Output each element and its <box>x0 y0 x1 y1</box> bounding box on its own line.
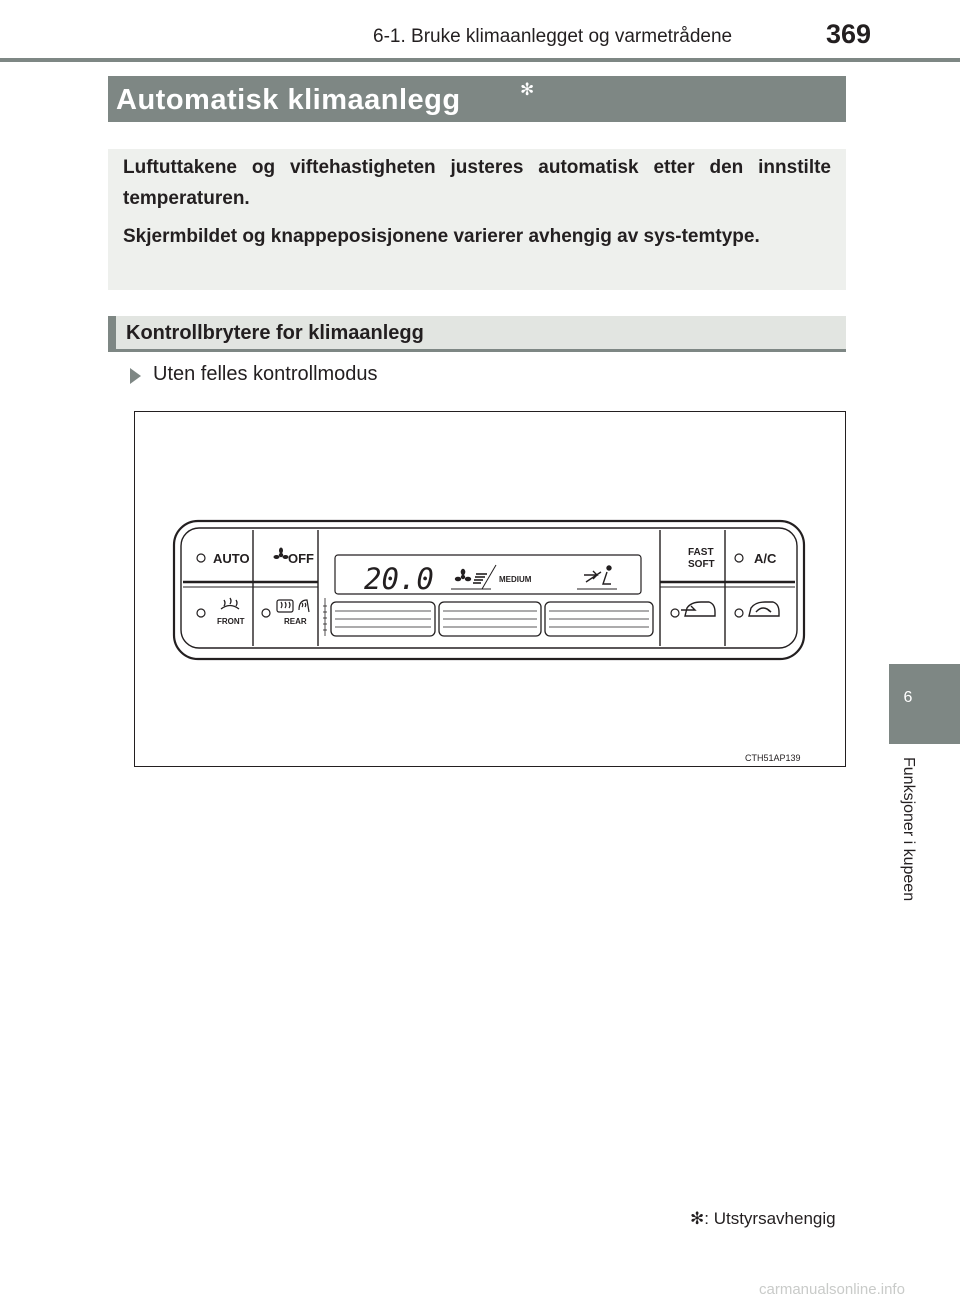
intro-paragraph-2: Skjermbildet og knappeposisjonene varierer avhengig av sys-temtype. <box>123 226 760 247</box>
auto-button-label: AUTO <box>213 551 250 566</box>
running-header-title: 6-1. Bruke klimaanlegget og varmetrådene <box>373 26 733 47</box>
footnote: ✻: Utstyrsavhengig <box>690 1209 836 1228</box>
chapter-tab-label: Funksjoner i kupeen <box>900 757 917 902</box>
watermark: carmanualsonline.info <box>759 1281 905 1298</box>
soft-button-label: SOFT <box>688 559 715 570</box>
equipment-star-icon: ✻ <box>520 80 535 99</box>
intro-paragraph-1: Luftuttakene og viftehastigheten justeres automatisk etter den innstilte temperaturen. <box>123 157 831 209</box>
chapter-tab-number: 6 <box>903 689 913 706</box>
ac-button-label: A/C <box>754 551 777 566</box>
fast-button-label: FAST <box>688 547 714 558</box>
display-temperature: 20.0 <box>364 562 434 596</box>
section-title: Automatisk klimaanlegg <box>116 84 461 116</box>
subsection-accent <box>108 316 116 352</box>
bullet-arrow-icon <box>130 368 141 384</box>
off-button-label: OFF <box>288 551 314 566</box>
bullet-text: Uten felles kontrollmodus <box>153 363 378 385</box>
front-button-label: FRONT <box>217 617 245 626</box>
page-number: 369 <box>826 19 872 49</box>
figure-frame <box>134 411 846 767</box>
figure-code: CTH51AP139 <box>745 753 801 763</box>
climate-control-panel-illustration <box>135 412 847 768</box>
rear-button-label: REAR <box>284 617 307 626</box>
subsection-title: Kontrollbrytere for klimaanlegg <box>126 322 424 344</box>
display-fan-mode: MEDIUM <box>499 575 532 584</box>
header-rule <box>0 58 960 62</box>
